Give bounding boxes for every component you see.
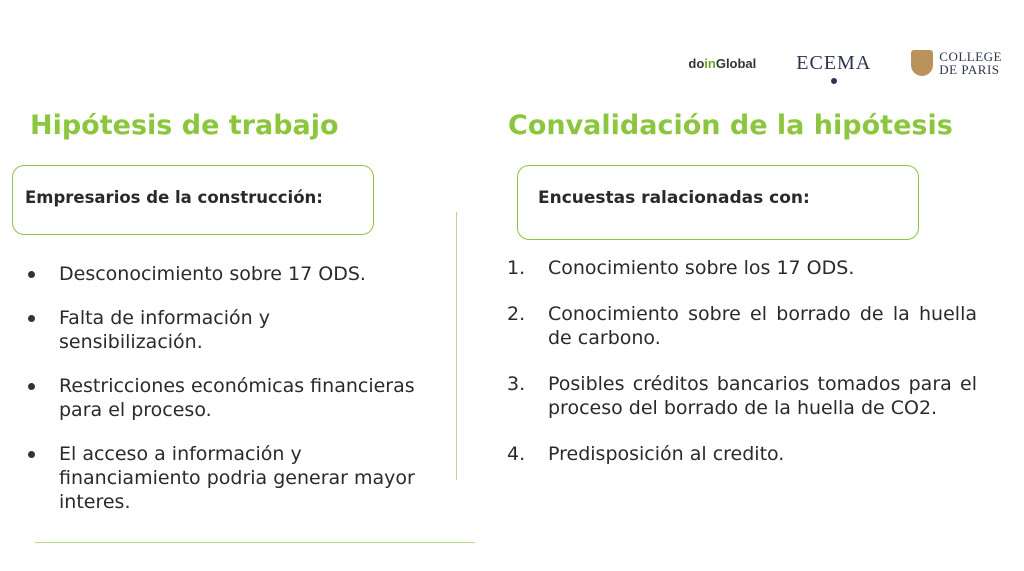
list-item: 3. Posibles créditos bancarios tomados para el proceso del borrado de la huella de CO2.	[507, 373, 977, 419]
list-item: Restricciones económicas financieras para el proceso.	[25, 374, 415, 422]
logo-strip	[688, 50, 1002, 76]
vertical-divider	[456, 212, 457, 480]
list-item: El acceso a información y financiamiento podria generar mayor interes.	[25, 442, 415, 514]
right-label-box	[517, 165, 919, 240]
bullet-icon	[28, 451, 35, 458]
hypothesis-list	[25, 262, 415, 534]
right-box-label: Encuestas ralacionadas con:	[538, 188, 810, 208]
list-item: 1. Conocimiento sobre los 17 ODS.	[507, 257, 855, 279]
left-title: Hipótesis de trabajo	[30, 110, 339, 141]
bullet-icon	[28, 271, 35, 278]
bullet-icon	[28, 315, 35, 322]
list-item: Desconocimiento sobre 17 ODS.	[25, 262, 415, 286]
list-item: 4. Predisposición al credito.	[507, 443, 785, 465]
validation-list	[507, 256, 977, 488]
left-label-box	[12, 165, 374, 235]
list-item: 2. Conocimiento sobre el borrado de la huella de carbono.	[507, 303, 977, 349]
horizontal-divider	[35, 542, 475, 543]
ecema-dot-icon	[831, 78, 837, 84]
college-de-paris-logo: COLLEGE DE PARIS	[911, 50, 1002, 76]
doinglobal-logo: doinGlobal	[688, 55, 757, 71]
shield-icon	[911, 50, 933, 76]
bullet-icon	[28, 383, 35, 390]
ecema-logo: ECEMA	[796, 52, 871, 75]
list-item: Falta de información y sensibilización.	[25, 306, 415, 354]
left-box-label: Empresarios de la construcción:	[25, 188, 323, 207]
right-title: Convalidación de la hipótesis	[508, 110, 953, 141]
